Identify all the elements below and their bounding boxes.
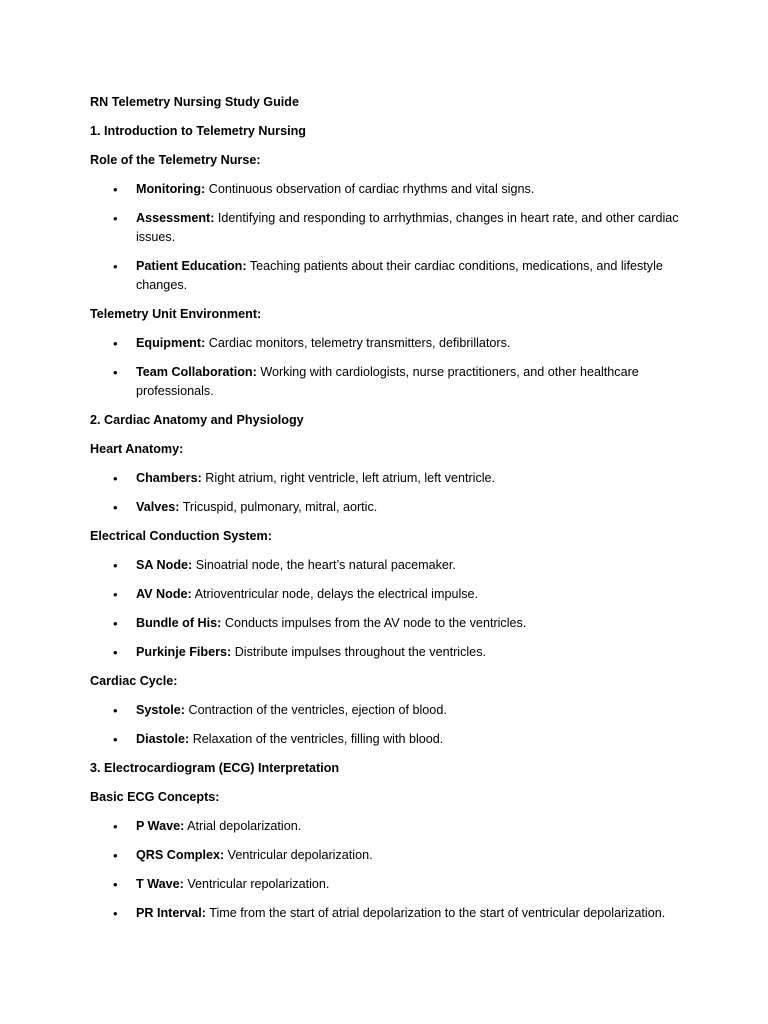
item-term: QRS Complex: <box>136 848 225 862</box>
bullet-list <box>90 180 690 295</box>
subsection-heading: Role of the Telemetry Nurse: <box>90 153 261 167</box>
item-text: Cardiac monitors, telemetry transmitters, defibrillators. <box>208 336 511 350</box>
document-title: RN Telemetry Nursing Study Guide <box>90 95 299 109</box>
item-text: Ventricular repolarization. <box>187 877 330 891</box>
bullet-list <box>90 701 690 749</box>
item-text: Sinoatrial node, the heart’s natural pacemaker. <box>195 558 456 572</box>
subsection-heading: Heart Anatomy: <box>90 442 184 456</box>
item-term: PR Interval: <box>136 906 206 920</box>
document-body <box>90 93 690 933</box>
list-item <box>90 180 690 199</box>
item-text: Atrial depolarization. <box>187 819 302 833</box>
bullet-list <box>90 556 690 662</box>
list-item <box>90 904 690 923</box>
item-term: Valves: <box>136 500 180 514</box>
list-item <box>90 363 690 401</box>
list-item <box>90 730 690 749</box>
subsection-heading: Basic ECG Concepts: <box>90 790 220 804</box>
item-term: Assessment: <box>136 211 215 225</box>
section-heading: 3. Electrocardiogram (ECG) Interpretation <box>90 761 340 775</box>
item-term: SA Node: <box>136 558 193 572</box>
item-term: T Wave: <box>136 877 184 891</box>
list-item <box>90 498 690 517</box>
list-item <box>90 556 690 575</box>
item-term: Monitoring: <box>136 182 206 196</box>
item-text: Distribute impulses throughout the ventricles. <box>234 645 486 659</box>
subsection-heading: Cardiac Cycle: <box>90 674 178 688</box>
list-item <box>90 585 690 604</box>
item-text: Tricuspid, pulmonary, mitral, aortic. <box>182 500 378 514</box>
item-text: Identifying and responding to arrhythmias, changes in heart rate, and other cardiac issues. <box>136 211 679 244</box>
list-item <box>90 701 690 720</box>
item-text: Time from the start of atrial depolarization to the start of ventricular depolarization. <box>209 906 666 920</box>
list-item <box>90 643 690 662</box>
item-term: Diastole: <box>136 732 190 746</box>
subsection-heading: Telemetry Unit Environment: <box>90 307 262 321</box>
list-item <box>90 875 690 894</box>
item-term: Chambers: <box>136 471 202 485</box>
list-item <box>90 334 690 353</box>
item-term: Purkinje Fibers: <box>136 645 232 659</box>
item-text: Teaching patients about their cardiac conditions, medications, and lifestyle changes. <box>136 259 663 292</box>
item-text: Atrioventricular node, delays the electrical impulse. <box>194 587 479 601</box>
list-item <box>90 469 690 488</box>
bullet-list <box>90 334 690 401</box>
item-term: Patient Education: <box>136 259 247 273</box>
item-text: Ventricular depolarization. <box>227 848 373 862</box>
subsection-heading: Electrical Conduction System: <box>90 529 272 543</box>
item-term: P Wave: <box>136 819 185 833</box>
item-term: Team Collaboration: <box>136 365 257 379</box>
bullet-list <box>90 469 690 517</box>
item-text: Relaxation of the ventricles, filling with blood. <box>192 732 444 746</box>
item-text: Conducts impulses from the AV node to the ventricles. <box>224 616 527 630</box>
section-heading: 1. Introduction to Telemetry Nursing <box>90 124 306 138</box>
item-text: Right atrium, right ventricle, left atrium, left ventricle. <box>205 471 496 485</box>
list-item <box>90 846 690 865</box>
list-item <box>90 257 690 295</box>
item-text: Working with cardiologists, nurse practitioners, and other healthcare professionals. <box>136 365 639 398</box>
item-term: Equipment: <box>136 336 206 350</box>
item-term: Bundle of His: <box>136 616 222 630</box>
bullet-list <box>90 817 690 923</box>
list-item <box>90 817 690 836</box>
list-item <box>90 209 690 247</box>
item-text: Continuous observation of cardiac rhythms and vital signs. <box>208 182 535 196</box>
section-heading: 2. Cardiac Anatomy and Physiology <box>90 413 304 427</box>
list-item <box>90 614 690 633</box>
item-text: Contraction of the ventricles, ejection of blood. <box>188 703 447 717</box>
item-term: Systole: <box>136 703 185 717</box>
item-term: AV Node: <box>136 587 192 601</box>
